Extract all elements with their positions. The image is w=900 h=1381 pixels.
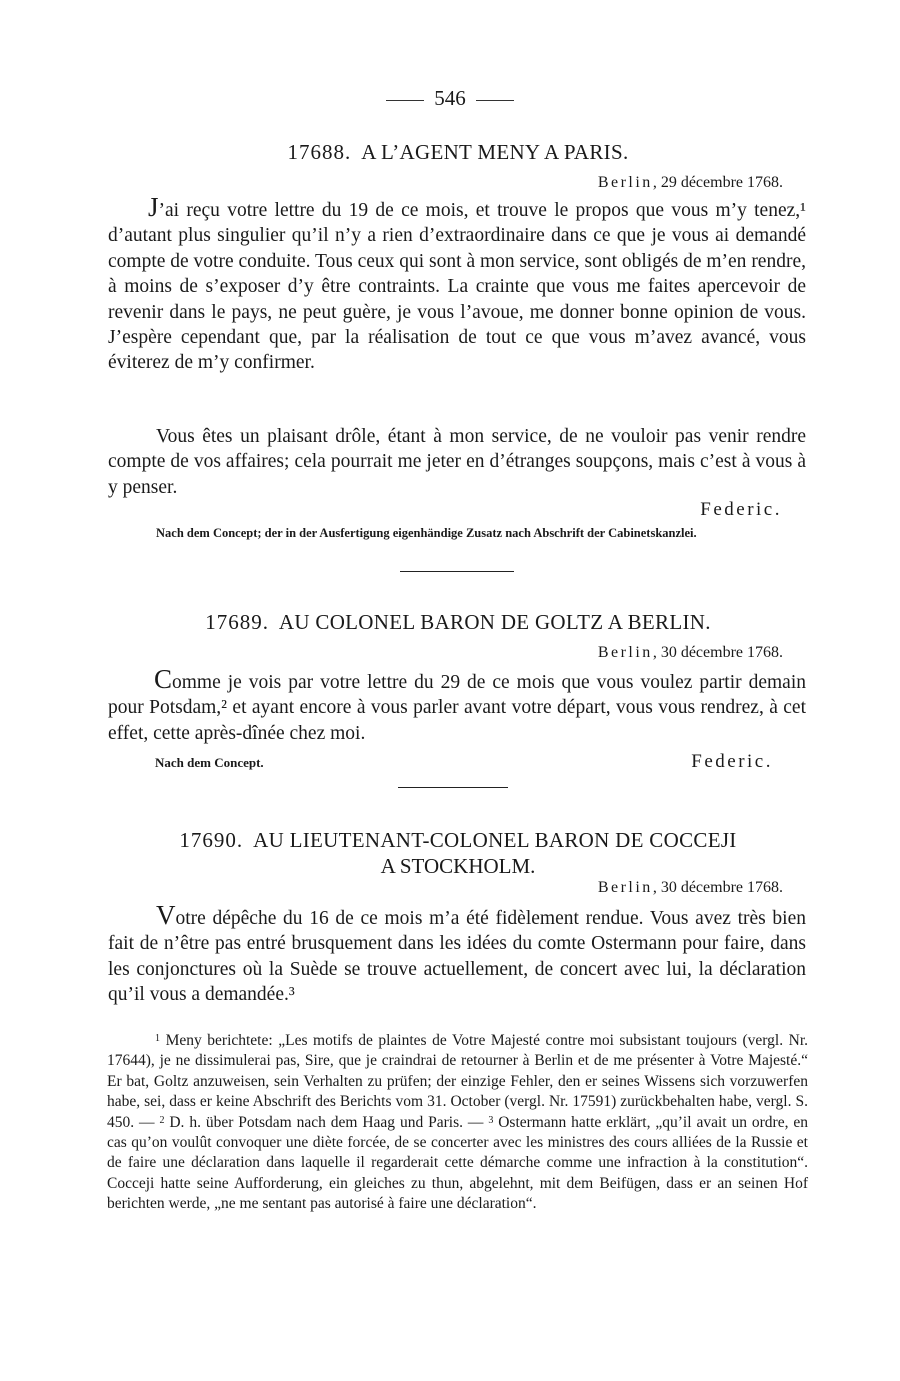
signature: Federic. — [691, 751, 773, 772]
letter-17688-heading — [108, 140, 808, 165]
source-note: Nach dem Concept; der in der Ausfertigung eigenhändige Zusatz nach Abschrift der Cabinetskanzlei. — [156, 526, 697, 540]
letter-number: 17689. — [205, 610, 269, 634]
dateline-date: , 30 décembre 1768. — [652, 644, 783, 661]
dateline-date: , 30 décembre 1768. — [652, 879, 783, 896]
letter-17688-paragraph-1: J’ai reçu votre lettre du 19 de ce mois, et trouve le propos que vous m’y tenez,¹ d’autant plus singulier qu’il n’y a rien d’extraordinaire dans ce que je vous ai demandé compte de votre conduite. Tous ceux qui sont à mon service, sont obligés de m’en rendre, à moins de s’exposer d’y être contraints. La crainte que vous me faites apercevoir de revenir dans le pays, ne peut guère, je vous l’avoue, me donner bonne opinion de vous. J’espère cependant que, par la réalisation de tout ce que vous m’avez avancé, vous éviterez de m’y confirmer. — [108, 192, 806, 374]
letter-17690-heading — [108, 828, 808, 853]
page-number: 546 — [0, 86, 900, 111]
dateline-place: Berlin — [597, 174, 653, 191]
footnotes — [107, 1031, 808, 1215]
dash-left — [386, 100, 424, 101]
letter-17690-dateline — [598, 879, 783, 897]
letter-17688-paragraph-2: Vous êtes un plaisant drôle, étant à mon service, de ne vouloir pas venir rendre compte de vos affaires; cela pourrait me jeter en d’étranges soupçons, mais c’est à vous à y penser. — [108, 426, 806, 498]
letter-title: AU LIEUTENANT-COLONEL BARON DE COCCEJI — [253, 828, 737, 852]
letter-17689-paragraph-1: Comme je vois par votre lettre du 29 de ce mois que vous voulez partir demain pour Potsdam,² et ayant encore à vous parler avant votre départ, vous vous rendrez, à cet effet, cette après-dînée chez moi. — [108, 664, 806, 744]
footnote-mark: 1 — [155, 1033, 160, 1044]
letter-17690-paragraph-1: Votre dépêche du 16 de ce mois m’a été fidèlement rendue. Vous avez très bien fait de n’être pas entré brusquement dans les idées du comte Ostermann pour faire, dans les conjonctures où la Suède se trouve actuellement, de concert avec lui, la déclaration qu’il vous a demandée.³ — [108, 900, 806, 1006]
section-divider — [398, 787, 508, 788]
initial-letter: V — [156, 900, 176, 930]
letter-number: 17688. — [287, 140, 352, 164]
footnote-3: Ostermann hatte erklärt, „qu’il avait un ordre, en cas qu’on voulût convoquer une diète forcée, de se concerter avec les ministres des cours alliées de la Russie et de faire une déclaration dans laquelle il regarderait cette démarche comme une infraction à la constitution“. Cocceji hatte seine Aufforderung, ein gleiches zu thun, abgelehnt, mit dem Beifügen, dass er an seinen Hof berichten werde, „ne me sentant pas autorisé à faire une déclaration“. — [107, 1113, 808, 1213]
footnote-mark: 3 — [488, 1114, 494, 1126]
dateline-date: , 29 décembre 1768. — [652, 174, 783, 191]
footnote-mark: 2 — [159, 1114, 165, 1126]
letter-title: AU COLONEL BARON DE GOLTZ A BERLIN. — [278, 610, 711, 634]
footnote-2: D. h. über Potsdam nach dem Haag und Paris. — — [169, 1113, 484, 1131]
letter-17689-heading — [108, 610, 808, 635]
dateline-place: Berlin — [597, 879, 653, 896]
letter-17689-dateline — [598, 644, 783, 662]
source-note: Nach dem Concept. — [155, 755, 264, 770]
signature: Federic. — [700, 499, 782, 520]
letter-17690-heading-line-2: A STOCKHOLM. — [380, 854, 536, 878]
letter-title: A L’AGENT MENY A PARIS. — [361, 140, 629, 164]
letter-number: 17690. — [179, 828, 244, 852]
letter-17688-dateline — [598, 174, 783, 192]
section-divider — [400, 571, 514, 572]
dateline-place: Berlin — [597, 644, 653, 661]
dash-right — [476, 100, 514, 101]
initial-letter: C — [154, 664, 173, 694]
initial-letter: J — [148, 192, 159, 222]
footnote-1: Meny berichtete: „Les motifs de plaintes de Votre Majesté contre moi subsistant toujours (vergl. Nr. 17644), je ne dissimulerai pas, Sire, que je craindrai de retourner à Berlin et de me présenter à Votre Majesté.“ Er bat, Goltz anzuweisen, sein Verhalten zu prüfen; der einzige Fehler, den er seines Wissens sich vorzuwerfen habe, sei, dass er keine Abschrift des Berichts vom 31. October (vergl. Nr. 17591) zurückbehalten habe, vergl. S. 450. — — [107, 1032, 809, 1131]
